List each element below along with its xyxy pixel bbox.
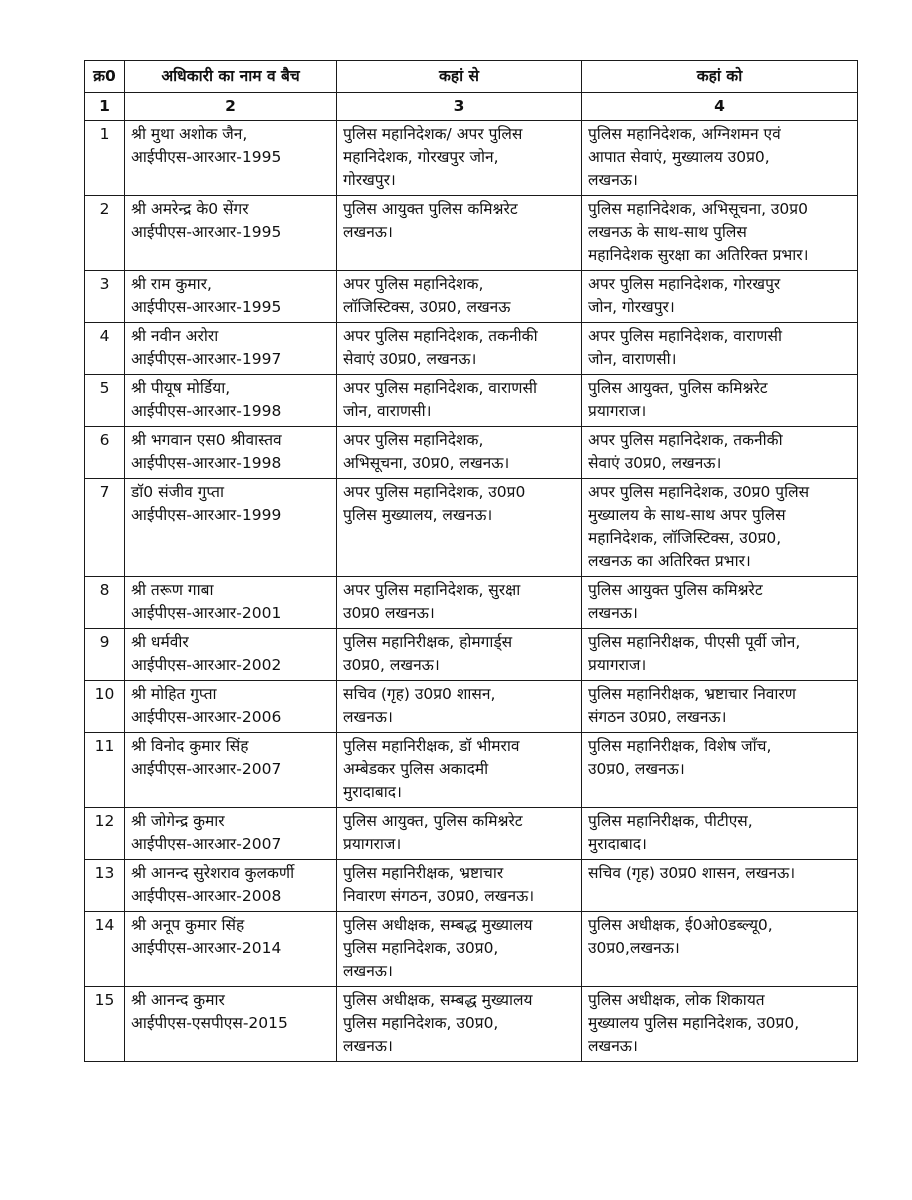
- officer-name-batch-line: डॉ0 संजीव गुप्ता: [131, 483, 224, 501]
- posting-from-line: सचिव (गृह) उ0प्र0 शासन,: [343, 685, 496, 703]
- posting-to-cell: [582, 577, 858, 629]
- officer-name-batch-line: श्री आनन्द सुरेशराव कुलकर्णी: [131, 864, 295, 882]
- officer-name-batch-cell: [125, 375, 337, 427]
- posting-from-line: महानिदेशक, गोरखपुर जोन,: [343, 148, 499, 166]
- table-row: [85, 121, 858, 196]
- table-row: [85, 375, 858, 427]
- officer-name-batch-line: आईपीएस-आरआर-2007: [131, 760, 282, 778]
- posting-to-line: लखनऊ।: [588, 171, 638, 189]
- header-serial: क्र0: [85, 61, 125, 93]
- column-number-row: [85, 93, 858, 121]
- officer-name-batch-cell: [125, 629, 337, 681]
- posting-to-cell: [582, 323, 858, 375]
- serial-number: 3: [85, 271, 125, 323]
- posting-to-line: उ0प्र0, लखनऊ।: [588, 760, 685, 778]
- officer-name-batch-line: आईपीएस-आरआर-1995: [131, 223, 282, 241]
- posting-to-cell: [582, 808, 858, 860]
- posting-from-line: पुलिस महानिरीक्षक, होमगार्ड्स: [343, 633, 513, 651]
- posting-from-line: लखनऊ।: [343, 223, 393, 241]
- posting-from-line: लॉजिस्टिक्स, उ0प्र0, लखनऊ: [343, 298, 511, 316]
- officer-name-batch-line: श्री मुथा अशोक जैन,: [131, 125, 248, 143]
- transfer-table: [84, 60, 858, 1062]
- officer-name-batch-cell: [125, 733, 337, 808]
- posting-from-line: पुलिस महानिदेशक, उ0प्र0,: [343, 939, 499, 957]
- officer-name-batch-cell: [125, 577, 337, 629]
- officer-name-batch-cell: [125, 912, 337, 987]
- posting-from-line: पुलिस महानिदेशक/ अपर पुलिस: [343, 125, 523, 143]
- posting-from-cell: [337, 479, 582, 577]
- posting-to-line: प्रयागराज।: [588, 656, 647, 674]
- posting-to-line: पुलिस महानिरीक्षक, पीटीएस,: [588, 812, 753, 830]
- posting-to-line: लखनऊ।: [588, 604, 638, 622]
- serial-number: 11: [85, 733, 125, 808]
- header-row: [85, 61, 858, 93]
- officer-name-batch-line: श्री नवीन अरोरा: [131, 327, 219, 345]
- posting-from-cell: [337, 912, 582, 987]
- posting-from-cell: [337, 860, 582, 912]
- posting-from-line: पुलिस आयुक्त पुलिस कमिश्नरेट: [343, 200, 518, 218]
- table-row: [85, 323, 858, 375]
- serial-number: 13: [85, 860, 125, 912]
- posting-from-cell: [337, 733, 582, 808]
- table-row: [85, 860, 858, 912]
- serial-number: 8: [85, 577, 125, 629]
- officer-name-batch-line: श्री मोहित गुप्ता: [131, 685, 217, 703]
- posting-from-line: पुलिस अधीक्षक, सम्बद्ध मुख्यालय: [343, 916, 533, 934]
- table-row: [85, 479, 858, 577]
- posting-to-cell: [582, 271, 858, 323]
- posting-from-line: लखनऊ।: [343, 962, 393, 980]
- posting-to-line: संगठन उ0प्र0, लखनऊ।: [588, 708, 727, 726]
- officer-name-batch-line: आईपीएस-आरआर-2007: [131, 835, 282, 853]
- officer-name-batch-line: श्री जोगेन्द्र कुमार: [131, 812, 225, 830]
- posting-from-line: पुलिस महानिरीक्षक, डॉ भीमराव: [343, 737, 520, 755]
- posting-from-line: अपर पुलिस महानिदेशक,: [343, 275, 484, 293]
- posting-to-line: जोन, गोरखपुर।: [588, 298, 675, 316]
- serial-number: 15: [85, 987, 125, 1062]
- posting-from-line: पुलिस मुख्यालय, लखनऊ।: [343, 506, 493, 524]
- officer-name-batch-line: श्री राम कुमार,: [131, 275, 212, 293]
- posting-to-cell: [582, 860, 858, 912]
- posting-from-line: पुलिस महानिदेशक, उ0प्र0,: [343, 1014, 499, 1032]
- officer-name-batch-cell: [125, 987, 337, 1062]
- officer-name-batch-cell: [125, 427, 337, 479]
- officer-name-batch-line: आईपीएस-आरआर-1999: [131, 506, 282, 524]
- table-row: [85, 427, 858, 479]
- table-row: [85, 577, 858, 629]
- posting-from-line: अपर पुलिस महानिदेशक, उ0प्र0: [343, 483, 526, 501]
- posting-to-line: सचिव (गृह) उ0प्र0 शासन, लखनऊ।: [588, 864, 796, 882]
- posting-from-line: अपर पुलिस महानिदेशक,: [343, 431, 484, 449]
- serial-number: 2: [85, 196, 125, 271]
- officer-name-batch-line: आईपीएस-आरआर-2002: [131, 656, 282, 674]
- table-row: [85, 808, 858, 860]
- header-to: कहां को: [582, 61, 858, 93]
- posting-from-line: सेवाएं उ0प्र0, लखनऊ।: [343, 350, 477, 368]
- posting-to-line: लखनऊ का अतिरिक्त प्रभार।: [588, 552, 751, 570]
- officer-name-batch-line: आईपीएस-आरआर-2008: [131, 887, 282, 905]
- officer-name-batch-cell: [125, 681, 337, 733]
- officer-name-batch-line: श्री अनूप कुमार सिंह: [131, 916, 245, 934]
- posting-from-cell: [337, 271, 582, 323]
- posting-to-line: पुलिस अधीक्षक, ई0ओ0डब्ल्यू0,: [588, 916, 773, 934]
- posting-from-cell: [337, 375, 582, 427]
- posting-to-line: मुख्यालय के साथ-साथ अपर पुलिस: [588, 506, 786, 524]
- table-row: [85, 271, 858, 323]
- posting-to-line: पुलिस आयुक्त पुलिस कमिश्नरेट: [588, 581, 763, 599]
- officer-name-batch-line: श्री अमरेन्द्र के0 सेंगर: [131, 200, 249, 218]
- header-from: कहां से: [337, 61, 582, 93]
- serial-number: 6: [85, 427, 125, 479]
- serial-number: 12: [85, 808, 125, 860]
- column-number: 3: [337, 93, 582, 121]
- table-row: [85, 681, 858, 733]
- posting-to-line: पुलिस आयुक्त, पुलिस कमिश्नरेट: [588, 379, 768, 397]
- posting-to-line: मुख्यालय पुलिस महानिदेशक, उ0प्र0,: [588, 1014, 800, 1032]
- column-number: 4: [582, 93, 858, 121]
- officer-name-batch-line: आईपीएस-आरआर-1998: [131, 454, 282, 472]
- officer-name-batch-line: आईपीएस-आरआर-2014: [131, 939, 282, 957]
- posting-to-line: पुलिस महानिरीक्षक, भ्रष्टाचार निवारण: [588, 685, 796, 703]
- posting-from-line: अपर पुलिस महानिदेशक, तकनीकी: [343, 327, 538, 345]
- serial-number: 7: [85, 479, 125, 577]
- officer-name-batch-line: श्री पीयूष मोर्डिया,: [131, 379, 231, 397]
- posting-from-line: पुलिस अधीक्षक, सम्बद्ध मुख्यालय: [343, 991, 533, 1009]
- posting-from-line: अभिसूचना, उ0प्र0, लखनऊ।: [343, 454, 510, 472]
- posting-from-line: प्रयागराज।: [343, 835, 402, 853]
- posting-from-cell: [337, 196, 582, 271]
- posting-from-line: उ0प्र0 लखनऊ।: [343, 604, 435, 622]
- posting-from-line: अपर पुलिस महानिदेशक, वाराणसी: [343, 379, 537, 397]
- posting-from-cell: [337, 629, 582, 681]
- posting-to-cell: [582, 479, 858, 577]
- posting-to-line: उ0प्र0,लखनऊ।: [588, 939, 680, 957]
- posting-to-line: पुलिस महानिरीक्षक, पीएसी पूर्वी जोन,: [588, 633, 801, 651]
- posting-from-line: गोरखपुर।: [343, 171, 396, 189]
- officer-name-batch-cell: [125, 860, 337, 912]
- officer-name-batch-line: श्री धर्मवीर: [131, 633, 189, 651]
- posting-from-cell: [337, 681, 582, 733]
- posting-to-line: अपर पुलिस महानिदेशक, उ0प्र0 पुलिस: [588, 483, 810, 501]
- officer-name-batch-line: आईपीएस-आरआर-1997: [131, 350, 282, 368]
- posting-to-line: प्रयागराज।: [588, 402, 647, 420]
- posting-from-line: अम्बेडकर पुलिस अकादमी: [343, 760, 489, 778]
- posting-to-line: महानिदेशक, लॉजिस्टिक्स, उ0प्र0,: [588, 529, 782, 547]
- posting-from-line: निवारण संगठन, उ0प्र0, लखनऊ।: [343, 887, 535, 905]
- posting-to-cell: [582, 121, 858, 196]
- table-row: [85, 629, 858, 681]
- posting-from-line: जोन, वाराणसी।: [343, 402, 432, 420]
- officer-name-batch-line: आईपीएस-आरआर-1995: [131, 148, 282, 166]
- officer-name-batch-line: आईपीएस-आरआर-2001: [131, 604, 282, 622]
- officer-name-batch-cell: [125, 323, 337, 375]
- serial-number: 1: [85, 121, 125, 196]
- posting-to-line: पुलिस महानिरीक्षक, विशेष जाँच,: [588, 737, 772, 755]
- posting-from-line: लखनऊ।: [343, 708, 393, 726]
- posting-to-line: आपात सेवाएं, मुख्यालय उ0प्र0,: [588, 148, 770, 166]
- posting-to-cell: [582, 733, 858, 808]
- posting-to-line: जोन, वाराणसी।: [588, 350, 677, 368]
- posting-from-line: अपर पुलिस महानिदेशक, सुरक्षा: [343, 581, 521, 599]
- table-row: [85, 733, 858, 808]
- serial-number: 4: [85, 323, 125, 375]
- serial-number: 10: [85, 681, 125, 733]
- posting-from-cell: [337, 808, 582, 860]
- column-number: 1: [85, 93, 125, 121]
- posting-to-cell: [582, 375, 858, 427]
- posting-from-line: मुरादाबाद।: [343, 783, 402, 801]
- posting-to-line: मुरादाबाद।: [588, 835, 647, 853]
- posting-to-line: लखनऊ।: [588, 1037, 638, 1055]
- posting-to-cell: [582, 987, 858, 1062]
- officer-name-batch-line: श्री तरूण गाबा: [131, 581, 214, 599]
- column-number: 2: [125, 93, 337, 121]
- serial-number: 9: [85, 629, 125, 681]
- table-row: [85, 987, 858, 1062]
- officer-name-batch-cell: [125, 271, 337, 323]
- posting-from-line: पुलिस महानिरीक्षक, भ्रष्टाचार: [343, 864, 504, 882]
- posting-from-cell: [337, 577, 582, 629]
- posting-to-cell: [582, 427, 858, 479]
- posting-to-line: पुलिस महानिदेशक, अभिसूचना, उ0प्र0: [588, 200, 808, 218]
- officer-name-batch-cell: [125, 196, 337, 271]
- posting-to-line: अपर पुलिस महानिदेशक, तकनीकी: [588, 431, 783, 449]
- posting-to-cell: [582, 629, 858, 681]
- officer-name-batch-line: आईपीएस-आरआर-1995: [131, 298, 282, 316]
- posting-to-cell: [582, 196, 858, 271]
- officer-name-batch-line: आईपीएस-एसपीएस-2015: [131, 1014, 288, 1032]
- posting-to-cell: [582, 681, 858, 733]
- officer-name-batch-line: श्री विनोद कुमार सिंह: [131, 737, 249, 755]
- header-officer-name-batch: अधिकारी का नाम व बैच: [125, 61, 337, 93]
- posting-from-line: उ0प्र0, लखनऊ।: [343, 656, 440, 674]
- posting-to-cell: [582, 912, 858, 987]
- posting-to-line: पुलिस अधीक्षक, लोक शिकायत: [588, 991, 765, 1009]
- officer-name-batch-cell: [125, 808, 337, 860]
- posting-to-line: सेवाएं उ0प्र0, लखनऊ।: [588, 454, 722, 472]
- officer-name-batch-line: आईपीएस-आरआर-2006: [131, 708, 282, 726]
- serial-number: 14: [85, 912, 125, 987]
- officer-name-batch-line: श्री भगवान एस0 श्रीवास्तव: [131, 431, 282, 449]
- posting-from-line: लखनऊ।: [343, 1037, 393, 1055]
- officer-name-batch-line: आईपीएस-आरआर-1998: [131, 402, 282, 420]
- posting-to-line: अपर पुलिस महानिदेशक, वाराणसी: [588, 327, 782, 345]
- posting-from-cell: [337, 427, 582, 479]
- officer-name-batch-cell: [125, 121, 337, 196]
- posting-from-cell: [337, 121, 582, 196]
- posting-from-cell: [337, 323, 582, 375]
- table-row: [85, 912, 858, 987]
- posting-to-line: अपर पुलिस महानिदेशक, गोरखपुर: [588, 275, 781, 293]
- officer-name-batch-cell: [125, 479, 337, 577]
- posting-from-cell: [337, 987, 582, 1062]
- officer-name-batch-line: श्री आनन्द कुमार: [131, 991, 225, 1009]
- posting-to-line: लखनऊ के साथ-साथ पुलिस: [588, 223, 747, 241]
- posting-to-line: पुलिस महानिदेशक, अग्निशमन एवं: [588, 125, 781, 143]
- posting-to-line: महानिदेशक सुरक्षा का अतिरिक्त प्रभार।: [588, 246, 809, 264]
- table-row: [85, 196, 858, 271]
- serial-number: 5: [85, 375, 125, 427]
- posting-from-line: पुलिस आयुक्त, पुलिस कमिश्नरेट: [343, 812, 523, 830]
